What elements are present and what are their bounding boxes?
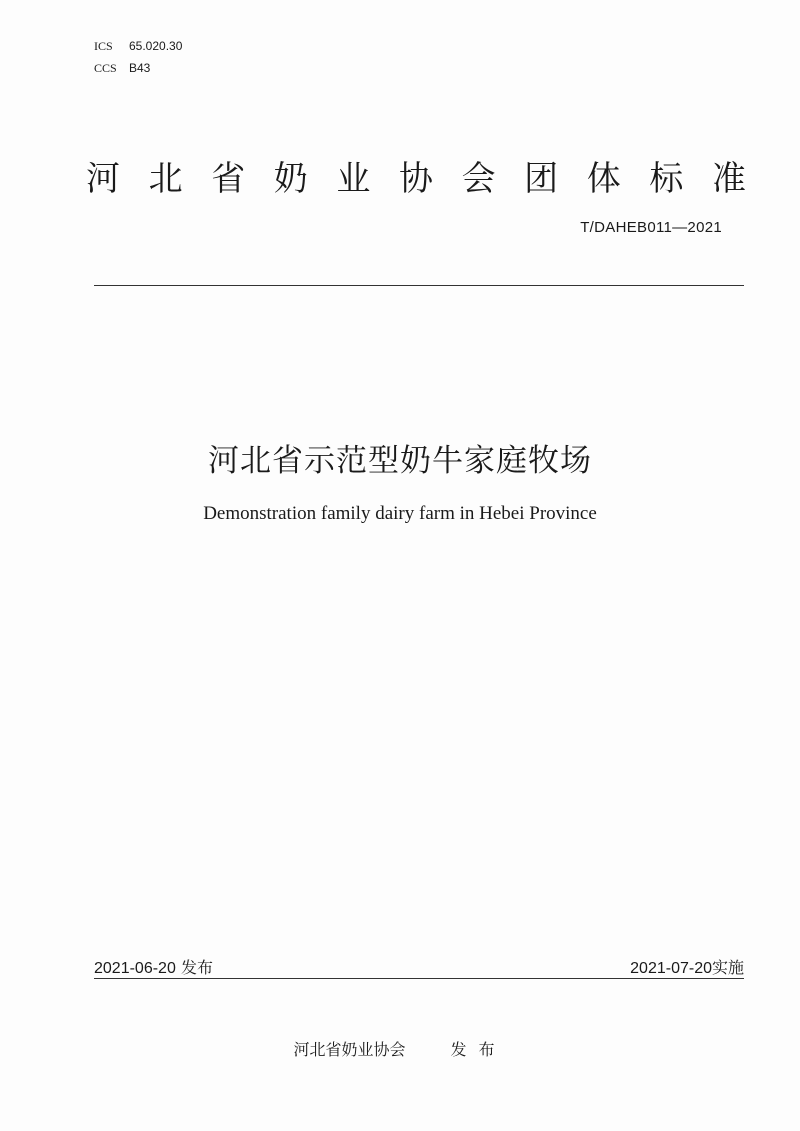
publisher-org: 河北省奶业协会 (293, 1040, 406, 1059)
implementation-label: 实施 (711, 958, 744, 977)
release-label: 发布 (180, 958, 213, 977)
standard-type-char: 标 (649, 158, 684, 199)
release-date-line (94, 955, 213, 978)
standard-type-char: 北 (148, 158, 183, 199)
implementation-date-line (630, 955, 744, 978)
ics-line (94, 38, 182, 54)
ics-value: 65.020.30 (129, 39, 183, 53)
publisher-action: 发布 (450, 1040, 507, 1059)
standard-type-char: 河 (86, 158, 120, 199)
publisher-line (0, 1037, 800, 1060)
standard-type-heading (86, 150, 746, 200)
ccs-line (94, 60, 150, 76)
standard-type-char: 准 (711, 158, 746, 199)
bottom-divider (94, 978, 744, 979)
standard-code: T/DAHEB011—2021 (580, 219, 722, 236)
standard-type-char: 团 (524, 158, 559, 199)
standard-type-char: 会 (461, 158, 496, 199)
standard-type-char: 奶 (273, 158, 308, 199)
standard-type-char: 体 (586, 158, 621, 199)
ics-label: ICS (94, 39, 113, 53)
ccs-value: B43 (129, 61, 151, 75)
document-title-zh: 河北省示范型奶牛家庭牧场 (208, 443, 592, 479)
standard-type-char: 省 (211, 158, 246, 199)
standard-type-char: 业 (336, 158, 371, 199)
implementation-date: 2021-07-20 (630, 960, 712, 977)
ccs-label: CCS (94, 61, 117, 75)
top-divider (94, 285, 744, 286)
release-date: 2021-06-20 (94, 960, 176, 977)
document-title-en: Demonstration family dairy farm in Hebei Province (203, 503, 597, 524)
standard-type-char: 协 (398, 158, 433, 199)
